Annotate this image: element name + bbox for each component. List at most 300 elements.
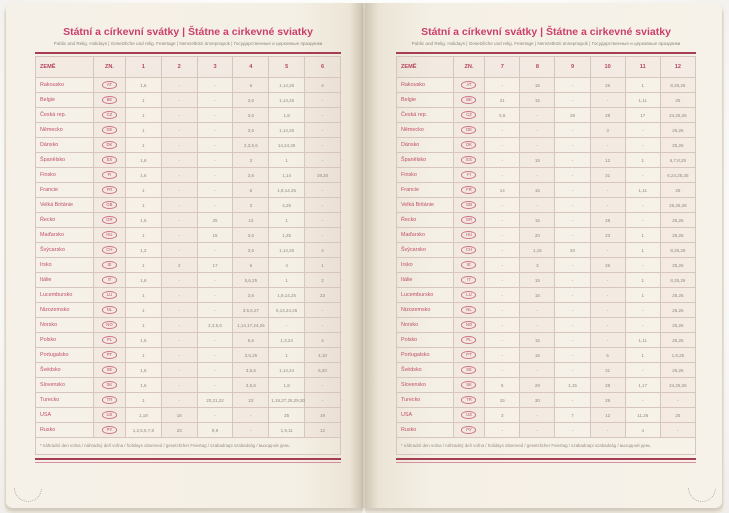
- holiday-days-cell: 15: [520, 183, 555, 198]
- holiday-days-cell: -: [161, 153, 197, 168]
- holiday-days-cell: 1: [625, 243, 660, 258]
- holiday-days-cell: -: [161, 363, 197, 378]
- country-code-badge: GR: [461, 216, 476, 224]
- holiday-days-cell: 15: [485, 393, 520, 408]
- holiday-days-cell: 5,6: [233, 333, 269, 348]
- holiday-days-cell: -: [305, 183, 341, 198]
- footnote: * náhradní den volna / náhradný deň voľna / holidays observed / gesetzlicher Feiertag / szabadnapi szabadság / выходной день: [36, 438, 341, 455]
- holiday-days-cell: 25: [660, 183, 695, 198]
- holiday-days-cell: 6: [233, 258, 269, 273]
- holiday-days-cell: -: [197, 123, 233, 138]
- holiday-days-cell: -: [197, 93, 233, 108]
- holiday-days-cell: -: [197, 348, 233, 363]
- holiday-days-cell: 5,14,24,25: [269, 303, 305, 318]
- holiday-days-cell: 1: [625, 288, 660, 303]
- holiday-days-cell: -: [625, 303, 660, 318]
- holiday-days-cell: 1: [125, 303, 161, 318]
- country-name: Irsko: [397, 258, 454, 273]
- country-code-badge: GB: [102, 201, 117, 209]
- country-code-cell: [93, 78, 125, 93]
- country-name: Česká rep.: [397, 108, 454, 123]
- country-name: Rakousko: [36, 78, 94, 93]
- country-name: Velká Británie: [397, 198, 454, 213]
- holiday-days-cell: 1: [125, 123, 161, 138]
- holiday-days-cell: 1: [269, 273, 305, 288]
- holiday-days-cell: -: [197, 378, 233, 393]
- holiday-days-cell: 23: [590, 228, 625, 243]
- holiday-days-cell: 14,24,25: [269, 138, 305, 153]
- country-code-badge: CH: [102, 246, 117, 254]
- footer-rule-dark: [396, 458, 696, 460]
- holiday-days-cell: 25,26,28: [660, 198, 695, 213]
- holiday-days-cell: -: [625, 258, 660, 273]
- holidays-table-january-june: [35, 56, 341, 455]
- holiday-days-cell: -: [197, 138, 233, 153]
- country-row: [36, 153, 341, 168]
- holiday-days-cell: -: [305, 153, 341, 168]
- holiday-days-cell: 19,20: [305, 168, 341, 183]
- holiday-days-cell: 12: [305, 423, 341, 438]
- country-row: [36, 393, 341, 408]
- holiday-days-cell: 20: [555, 243, 590, 258]
- month-column-header: 9: [555, 57, 590, 78]
- holiday-days-cell: 15: [197, 228, 233, 243]
- holiday-days-cell: 25,26: [660, 213, 695, 228]
- country-row: [397, 108, 696, 123]
- holiday-days-cell: 1: [125, 228, 161, 243]
- holiday-days-cell: 11,26: [625, 408, 660, 423]
- country-code-cell: [453, 243, 484, 258]
- holiday-days-cell: 25,26: [660, 303, 695, 318]
- holiday-days-cell: 28: [590, 378, 625, 393]
- holiday-days-cell: 6: [233, 78, 269, 93]
- holiday-days-cell: -: [485, 123, 520, 138]
- holiday-days-cell: 6,24,25,26: [660, 168, 695, 183]
- holiday-days-cell: -: [555, 168, 590, 183]
- country-code-cell: [93, 183, 125, 198]
- holiday-days-cell: 1,25: [269, 228, 305, 243]
- country-code-badge: IT: [102, 276, 117, 284]
- holiday-days-cell: 6: [233, 183, 269, 198]
- country-code-badge: NO: [102, 321, 117, 329]
- holiday-days-cell: 6,7,8,25: [660, 153, 695, 168]
- country-code-cell: [93, 108, 125, 123]
- holiday-days-cell: 1: [125, 138, 161, 153]
- country-name: Belgie: [397, 93, 454, 108]
- holiday-days-cell: 23: [161, 423, 197, 438]
- holiday-days-cell: 15: [520, 213, 555, 228]
- holiday-days-cell: 8,9: [197, 423, 233, 438]
- holiday-days-cell: 25,26: [660, 288, 695, 303]
- holiday-days-cell: 1: [625, 228, 660, 243]
- holiday-days-cell: 1: [269, 153, 305, 168]
- country-code-cell: [93, 243, 125, 258]
- holiday-days-cell: 1,6: [125, 333, 161, 348]
- country-code-badge: TR: [102, 396, 117, 404]
- country-name: Belgie: [36, 93, 94, 108]
- holiday-days-cell: 26: [590, 258, 625, 273]
- holiday-days-cell: 3,6: [233, 123, 269, 138]
- code-column-header: ZN.: [453, 57, 484, 78]
- country-code-badge: HU: [102, 231, 117, 239]
- holiday-days-cell: 1,14,25: [269, 93, 305, 108]
- country-name: Irsko: [36, 258, 94, 273]
- country-code-cell: [453, 408, 484, 423]
- holiday-days-cell: 1,14,25: [269, 243, 305, 258]
- holiday-days-cell: -: [520, 198, 555, 213]
- holiday-days-cell: 1,6: [125, 78, 161, 93]
- country-code-badge: SK: [102, 381, 117, 389]
- country-name: Maďarsko: [36, 228, 94, 243]
- country-name: Polsko: [36, 333, 94, 348]
- country-row: [397, 183, 696, 198]
- country-code-cell: [453, 258, 484, 273]
- holiday-days-cell: -: [485, 303, 520, 318]
- holiday-days-cell: 17: [197, 258, 233, 273]
- holiday-days-cell: 1,17: [625, 378, 660, 393]
- holiday-days-cell: -: [161, 393, 197, 408]
- country-code-badge: PL: [461, 336, 476, 344]
- holiday-days-cell: 1: [625, 273, 660, 288]
- country-code-cell: [453, 333, 484, 348]
- holiday-days-cell: 1,6: [125, 168, 161, 183]
- holiday-days-cell: -: [161, 168, 197, 183]
- page-right: [364, 3, 722, 508]
- holiday-days-cell: -: [305, 123, 341, 138]
- holiday-days-cell: 15: [520, 153, 555, 168]
- country-code-cell: [93, 258, 125, 273]
- country-name: Švédsko: [36, 363, 94, 378]
- month-column-header: 10: [590, 57, 625, 78]
- holiday-days-cell: -: [520, 363, 555, 378]
- country-row: [397, 213, 696, 228]
- country-row: [397, 423, 696, 438]
- page-subtitle: Public and Relig. Holidays | Gesetzliche und relig. Feiertage | Nemzetközi ünnepnapok | Государственные и церковные праздники: [411, 41, 681, 46]
- country-row: [397, 333, 696, 348]
- country-code-badge: PL: [102, 336, 117, 344]
- country-code-cell: [453, 108, 484, 123]
- country-code-badge: BE: [461, 96, 476, 104]
- holiday-days-cell: 3: [233, 198, 269, 213]
- holiday-days-cell: 1: [305, 258, 341, 273]
- country-code-badge: SE: [461, 366, 476, 374]
- holiday-days-cell: -: [625, 318, 660, 333]
- holiday-days-cell: 3,6: [233, 93, 269, 108]
- holiday-days-cell: -: [555, 423, 590, 438]
- holiday-days-cell: -: [590, 183, 625, 198]
- holiday-days-cell: -: [485, 348, 520, 363]
- country-code-cell: [93, 228, 125, 243]
- holiday-days-cell: -: [520, 408, 555, 423]
- holiday-days-cell: -: [161, 318, 197, 333]
- table-header-row: [36, 57, 341, 78]
- country-code-cell: [93, 318, 125, 333]
- country-code-badge: ES: [461, 156, 476, 164]
- country-code-badge: FR: [461, 186, 476, 194]
- holiday-days-cell: 20: [520, 228, 555, 243]
- country-row: [397, 363, 696, 378]
- holiday-days-cell: -: [625, 363, 660, 378]
- country-row: [36, 93, 341, 108]
- holiday-days-cell: -: [555, 93, 590, 108]
- country-code-badge: GR: [102, 216, 117, 224]
- country-row: [397, 228, 696, 243]
- country-code-cell: [453, 153, 484, 168]
- holiday-days-cell: -: [161, 333, 197, 348]
- month-column-header: 6: [305, 57, 341, 78]
- country-row: [397, 303, 696, 318]
- holiday-days-cell: -: [485, 318, 520, 333]
- holiday-days-cell: -: [625, 138, 660, 153]
- country-row: [397, 318, 696, 333]
- holiday-days-cell: -: [197, 153, 233, 168]
- holiday-days-cell: -: [305, 393, 341, 408]
- holiday-days-cell: 25: [197, 213, 233, 228]
- holiday-days-cell: 3,5,6: [233, 378, 269, 393]
- holiday-days-cell: 25,26: [660, 333, 695, 348]
- holiday-days-cell: -: [197, 333, 233, 348]
- holiday-days-cell: 4: [305, 333, 341, 348]
- country-code-badge: US: [461, 411, 476, 419]
- month-column-header: 12: [660, 57, 695, 78]
- holiday-days-cell: -: [590, 243, 625, 258]
- holiday-days-cell: 4: [305, 78, 341, 93]
- month-column-header: 2: [161, 57, 197, 78]
- holiday-days-cell: 3: [233, 153, 269, 168]
- country-name: Slovensko: [397, 378, 454, 393]
- holiday-days-cell: -: [555, 78, 590, 93]
- holiday-days-cell: 1,14,24: [269, 363, 305, 378]
- holiday-days-cell: -: [590, 273, 625, 288]
- country-row: [397, 378, 696, 393]
- country-row: [397, 273, 696, 288]
- country-code-cell: [453, 273, 484, 288]
- country-code-cell: [453, 213, 484, 228]
- country-name: Norsko: [36, 318, 94, 333]
- holiday-days-cell: 1,2: [125, 243, 161, 258]
- holiday-days-cell: 1,14,17,24,25: [233, 318, 269, 333]
- country-code-cell: [453, 348, 484, 363]
- country-code-cell: [93, 423, 125, 438]
- holiday-days-cell: -: [555, 258, 590, 273]
- holiday-days-cell: -: [485, 228, 520, 243]
- country-code-badge: LU: [461, 291, 476, 299]
- holiday-days-cell: -: [555, 138, 590, 153]
- country-code-badge: FR: [102, 186, 117, 194]
- country-name: Norsko: [397, 318, 454, 333]
- country-row: [397, 288, 696, 303]
- holiday-days-cell: -: [660, 423, 695, 438]
- country-code-badge: PT: [461, 351, 476, 359]
- holiday-days-cell: -: [555, 348, 590, 363]
- holiday-days-cell: 1,15: [520, 243, 555, 258]
- holiday-days-cell: 1,15: [555, 378, 590, 393]
- holiday-days-cell: 3: [485, 408, 520, 423]
- holiday-days-cell: -: [590, 93, 625, 108]
- country-name: Polsko: [397, 333, 454, 348]
- country-code-cell: [93, 378, 125, 393]
- country-row: [397, 198, 696, 213]
- holiday-days-cell: 12: [590, 153, 625, 168]
- country-code-cell: [453, 363, 484, 378]
- country-row: [36, 333, 341, 348]
- holiday-days-cell: 1: [125, 198, 161, 213]
- holiday-days-cell: -: [555, 363, 590, 378]
- country-code-badge: SK: [461, 381, 476, 389]
- holiday-days-cell: -: [555, 123, 590, 138]
- holiday-days-cell: 1: [125, 258, 161, 273]
- country-name: USA: [36, 408, 94, 423]
- country-code-badge: CH: [461, 246, 476, 254]
- holidays-table-july-december: [396, 56, 696, 455]
- country-name: Česká rep.: [36, 108, 94, 123]
- country-code-badge: SE: [102, 366, 117, 374]
- holiday-days-cell: -: [305, 108, 341, 123]
- holiday-days-cell: -: [161, 348, 197, 363]
- footer-rule-light: [396, 462, 696, 463]
- holiday-days-cell: -: [485, 213, 520, 228]
- country-code-cell: [453, 183, 484, 198]
- holiday-days-cell: -: [161, 93, 197, 108]
- holiday-days-cell: 15: [520, 288, 555, 303]
- country-name: Lucembursko: [397, 288, 454, 303]
- country-code-cell: [93, 213, 125, 228]
- country-code-cell: [453, 378, 484, 393]
- holiday-days-cell: 3,6: [233, 243, 269, 258]
- holiday-days-cell: 1,6: [125, 363, 161, 378]
- holiday-days-cell: -: [161, 243, 197, 258]
- holiday-days-cell: 5,6,25: [233, 273, 269, 288]
- holiday-days-cell: -: [161, 288, 197, 303]
- country-name: Francie: [397, 183, 454, 198]
- holiday-days-cell: -: [485, 153, 520, 168]
- month-column-header: 3: [197, 57, 233, 78]
- holiday-days-cell: 28: [590, 213, 625, 228]
- country-name: Itálie: [397, 273, 454, 288]
- country-row: [397, 348, 696, 363]
- country-code-badge: DK: [461, 141, 476, 149]
- holiday-days-cell: 1: [269, 348, 305, 363]
- holiday-days-cell: 1,14: [269, 168, 305, 183]
- holiday-days-cell: -: [520, 423, 555, 438]
- footnote-row: [397, 438, 696, 455]
- holiday-days-cell: 17: [625, 108, 660, 123]
- holiday-days-cell: 25,26: [660, 258, 695, 273]
- country-code-cell: [93, 408, 125, 423]
- country-code-badge: DE: [461, 126, 476, 134]
- holiday-days-cell: -: [485, 198, 520, 213]
- holiday-days-cell: 25: [269, 408, 305, 423]
- footer-rules: [396, 458, 696, 463]
- holiday-days-cell: -: [520, 168, 555, 183]
- holiday-days-cell: 15: [520, 93, 555, 108]
- holiday-days-cell: 2: [161, 258, 197, 273]
- country-row: [36, 243, 341, 258]
- country-name: Rusko: [36, 423, 94, 438]
- holiday-days-cell: -: [590, 303, 625, 318]
- country-row: [397, 93, 696, 108]
- country-name: Portugalsko: [36, 348, 94, 363]
- country-code-cell: [453, 168, 484, 183]
- holiday-days-cell: 19: [305, 408, 341, 423]
- country-name: Španělsko: [397, 153, 454, 168]
- country-name: Turecko: [36, 393, 94, 408]
- country-name: Rakousko: [397, 78, 454, 93]
- holiday-days-cell: -: [590, 318, 625, 333]
- holiday-days-cell: 3,6: [233, 168, 269, 183]
- holiday-days-cell: 28: [590, 108, 625, 123]
- holiday-days-cell: -: [485, 258, 520, 273]
- month-column-header: 4: [233, 57, 269, 78]
- holiday-days-cell: 25: [660, 408, 695, 423]
- country-code-badge: NO: [461, 321, 476, 329]
- holiday-days-cell: 1,8,25: [660, 348, 695, 363]
- holiday-days-cell: 1,6: [125, 213, 161, 228]
- country-code-cell: [453, 198, 484, 213]
- holiday-days-cell: -: [197, 198, 233, 213]
- holiday-days-cell: 4: [625, 423, 660, 438]
- country-code-badge: US: [102, 411, 117, 419]
- page-title: Státní a církevní svátky | Štátne a cirkevné sviatky: [421, 26, 671, 38]
- holiday-days-cell: -: [161, 198, 197, 213]
- holiday-days-cell: -: [197, 108, 233, 123]
- country-name: Maďarsko: [397, 228, 454, 243]
- country-row: [397, 168, 696, 183]
- holiday-days-cell: 5,6: [485, 108, 520, 123]
- holiday-days-cell: -: [625, 168, 660, 183]
- holiday-days-cell: -: [305, 198, 341, 213]
- country-name: Dánsko: [397, 138, 454, 153]
- holiday-days-cell: 15: [520, 333, 555, 348]
- holiday-days-cell: 25,26: [660, 123, 695, 138]
- country-row: [397, 153, 696, 168]
- holiday-days-cell: 25,26: [660, 138, 695, 153]
- holiday-days-cell: 3,6: [233, 228, 269, 243]
- holiday-days-cell: 1,14,25: [269, 78, 305, 93]
- holiday-days-cell: 1,11: [625, 93, 660, 108]
- country-name: Řecko: [36, 213, 94, 228]
- holiday-days-cell: 4: [305, 243, 341, 258]
- country-name: Finsko: [397, 168, 454, 183]
- month-column-header: 7: [485, 57, 520, 78]
- country-name: Švédsko: [397, 363, 454, 378]
- holiday-days-cell: 1,6: [125, 378, 161, 393]
- country-name: Rusko: [397, 423, 454, 438]
- country-code-cell: [93, 168, 125, 183]
- footnote: * náhradní den volna / náhradný deň voľna / holidays observed / gesetzlicher Feiertag / szabadnapi szabadság / выходной день: [397, 438, 696, 455]
- country-code-badge: CZ: [461, 111, 476, 119]
- country-name: USA: [397, 408, 454, 423]
- holiday-days-cell: -: [590, 288, 625, 303]
- holiday-days-cell: -: [660, 393, 695, 408]
- footnote-row: [36, 438, 341, 455]
- holiday-days-cell: -: [305, 318, 341, 333]
- country-code-cell: [93, 198, 125, 213]
- header-rule: [396, 52, 696, 54]
- holiday-days-cell: 1,11: [625, 333, 660, 348]
- holiday-days-cell: -: [625, 393, 660, 408]
- country-code-cell: [453, 423, 484, 438]
- holiday-days-cell: 4,10: [305, 348, 341, 363]
- country-row: [397, 138, 696, 153]
- country-code-badge: HU: [461, 231, 476, 239]
- holiday-days-cell: -: [305, 228, 341, 243]
- footer-rule-dark: [35, 458, 341, 460]
- footer-rules: [35, 458, 341, 463]
- country-code-cell: [93, 333, 125, 348]
- holiday-days-cell: -: [161, 273, 197, 288]
- holiday-days-cell: -: [305, 378, 341, 393]
